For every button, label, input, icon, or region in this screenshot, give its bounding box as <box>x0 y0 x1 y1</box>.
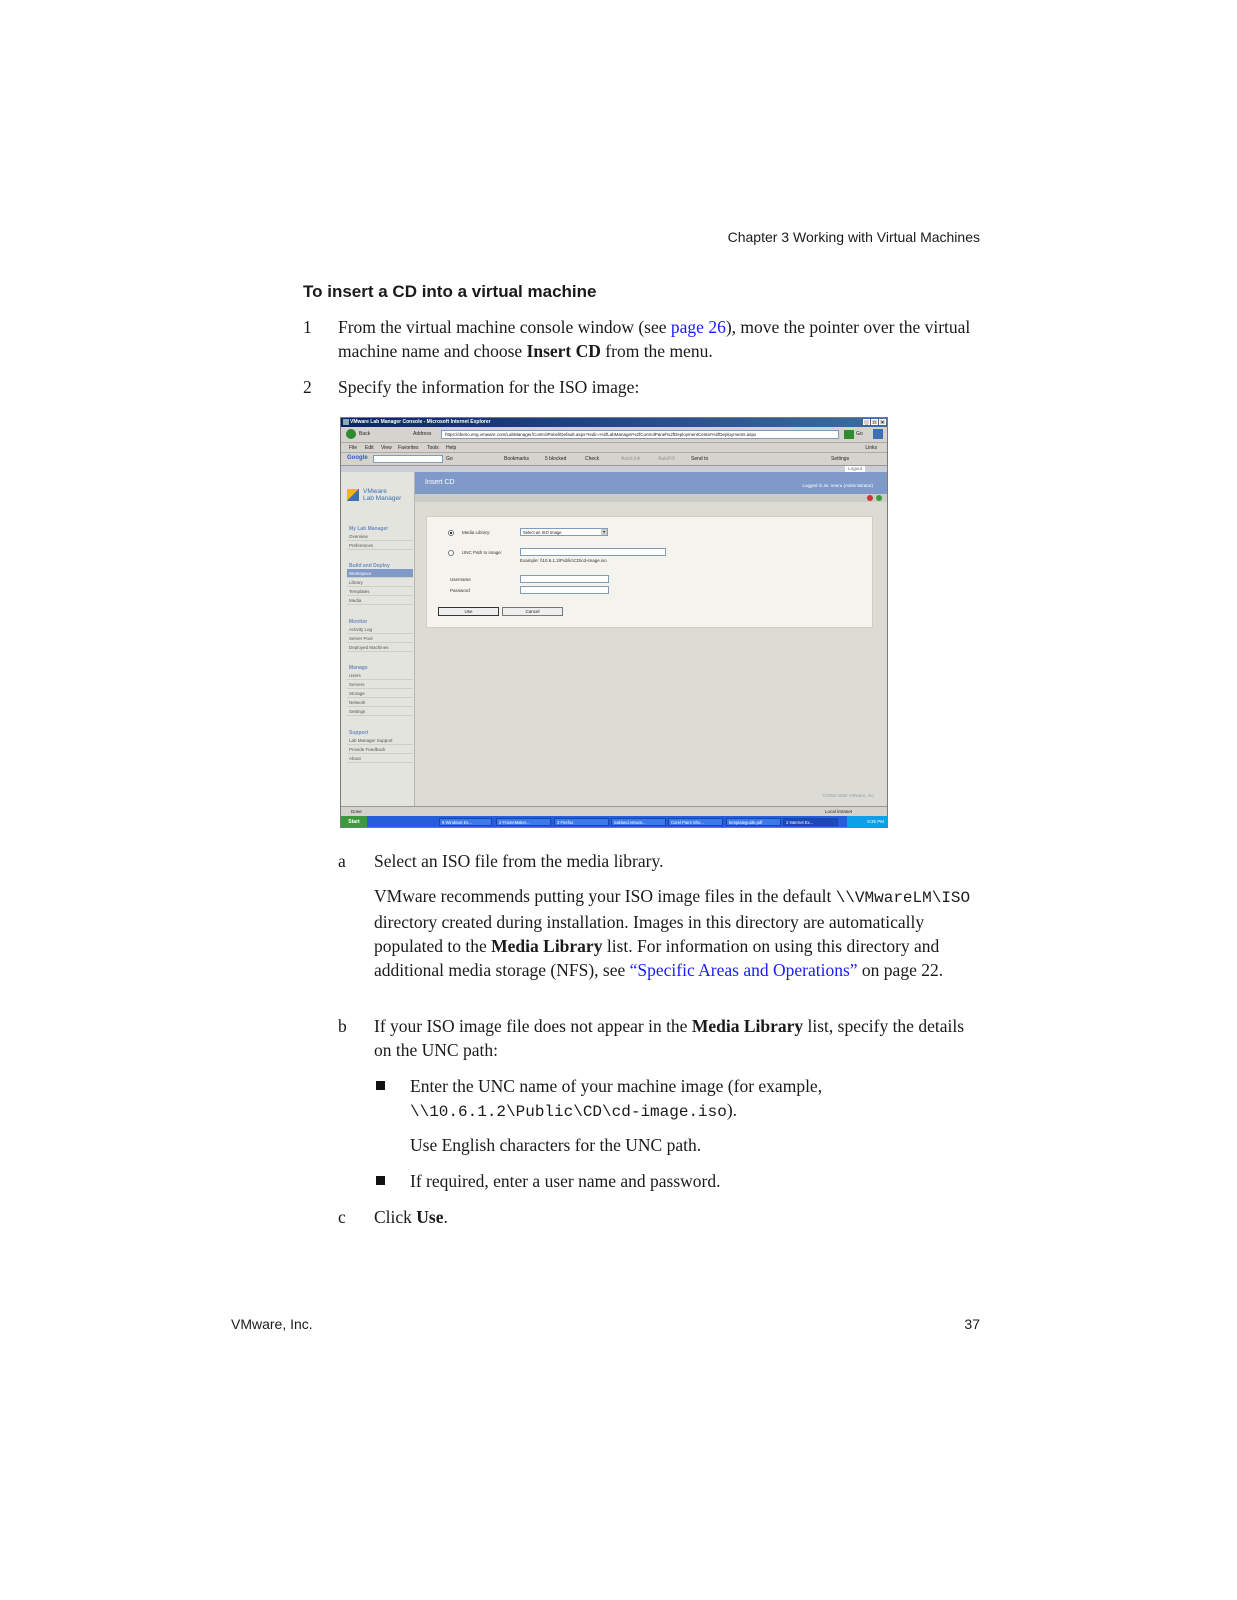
browser-toolbar <box>341 427 887 443</box>
autofill[interactable]: AutoFill <box>658 456 675 462</box>
media-library-radio[interactable] <box>448 530 454 536</box>
system-tray-clock: 9:35 PM <box>847 816 887 828</box>
sidebar-item-library[interactable]: Library <box>347 578 413 587</box>
task-templateguide-pdf[interactable]: templateguide.pdf <box>726 818 781 826</box>
lab-manager-app <box>341 466 887 806</box>
minimize-icon[interactable]: _ <box>863 419 870 425</box>
cancel-button[interactable]: Cancel <box>502 607 563 616</box>
autolink[interactable]: AutoLink <box>621 456 641 462</box>
task-firefox[interactable]: 3 Firefox <box>554 818 609 826</box>
address-bar[interactable]: https://demo.eng.vmware.com/LabManager/ControlPanel/Default.aspx?redir=%2fLabManager%2fControlPanel%2fDeploymentCenter%2fDeployments.aspx <box>441 430 839 439</box>
maximize-icon[interactable]: □ <box>872 420 877 426</box>
iso-directory-path: \\VMwareLM\ISO <box>835 889 971 907</box>
sidebar <box>341 472 415 806</box>
ie-icon <box>343 419 349 425</box>
media-library-term: Media Library <box>691 1016 804 1036</box>
menu-edit[interactable]: Edit <box>365 445 374 451</box>
bullet-square-icon <box>376 1081 385 1090</box>
bullet-unc-note: Use English characters for the UNC path. <box>410 1135 702 1155</box>
status-done: Done <box>351 809 362 814</box>
sidebar-item-lab-manager-support[interactable]: Lab Manager Support <box>347 736 413 745</box>
bookmarks-menu[interactable]: Bookmarks <box>504 456 530 462</box>
task-corel-paint-shop[interactable]: Corel Paint Sho... <box>668 818 723 826</box>
links-label[interactable]: Links <box>865 445 877 451</box>
media-library-term: Media Library <box>491 936 603 956</box>
footer-company: VMware, Inc. <box>231 1316 313 1332</box>
help-icon[interactable] <box>867 495 873 501</box>
unc-path-input[interactable] <box>520 548 666 556</box>
procedure-heading: To insert a CD into a virtual machine <box>303 282 597 301</box>
nav-heading-build-deploy: Build and Deploy <box>349 563 390 569</box>
substep-label: b <box>338 1016 347 1036</box>
bullet-text: Enter the UNC name of your machine image (for example, \\10.6.1.2\Public\CD\cd-image.iso). <box>410 1076 823 1121</box>
insert-cd-screenshot <box>340 417 888 828</box>
use-button[interactable]: Use <box>438 607 499 616</box>
page-header <box>415 472 887 494</box>
bullet-square-icon <box>376 1176 385 1185</box>
sidebar-item-deployed-machines[interactable]: Deployed Machines <box>347 643 413 652</box>
google-search-input[interactable] <box>373 455 443 463</box>
insert-cd-form <box>426 516 873 628</box>
unc-example: Example: \\10.6.1.2\Public\CD\cd-image.iso <box>520 558 607 563</box>
menu-file[interactable]: File <box>349 445 358 451</box>
page-strip <box>415 494 887 502</box>
back-arrow-icon[interactable] <box>346 429 356 439</box>
logged-in-status: Logged in as: neeru (Administrator) <box>802 483 873 488</box>
sidebar-item-storage[interactable]: Storage <box>347 689 413 698</box>
sidebar-item-workspace[interactable]: Workspace <box>347 569 413 578</box>
media-library-select[interactable]: Select an ISO Image <box>520 528 608 536</box>
logout-link[interactable]: Logout <box>845 466 865 472</box>
browser-menubar <box>341 443 887 453</box>
send-to[interactable]: Send to <box>691 456 709 462</box>
step-text: Specify the information for the ISO image: <box>338 377 640 397</box>
popup-blocked[interactable]: 5 blocked <box>545 456 567 462</box>
menu-help[interactable]: Help <box>446 445 457 451</box>
media-library-label: Media Library: <box>462 530 491 535</box>
task-oakland[interactable]: oakland.vmwar... <box>611 818 666 826</box>
menu-favorites[interactable]: Favorites <box>398 445 419 451</box>
start-button[interactable]: Start <box>341 816 367 828</box>
unc-example-path: \\10.6.1.2\Public\CD\cd-image.iso <box>410 1103 727 1121</box>
windows-taskbar <box>341 816 887 828</box>
sidebar-item-settings[interactable]: Settings <box>347 707 413 716</box>
sidebar-item-users[interactable]: Users <box>347 671 413 680</box>
nav-heading-monitor: Monitor <box>349 619 368 625</box>
vmware-logo-icon <box>347 489 359 501</box>
step-text: From the virtual machine console window (see page 26), move the pointer over the virtual machine name and choose Insert CD from the menu. <box>338 317 971 361</box>
sidebar-item-servers[interactable]: Servers <box>347 680 413 689</box>
browser-window-title: VMware Lab Manager Console - Microsoft Internet Explorer <box>350 419 491 425</box>
refresh-icon[interactable] <box>876 495 882 501</box>
unc-path-label: UNC Path to image: <box>462 550 503 555</box>
browser-title-bar <box>341 418 887 427</box>
sidebar-item-preferences[interactable]: Preferences <box>347 541 413 550</box>
spell-check[interactable]: Check <box>585 456 600 462</box>
browser-status-bar <box>341 806 887 816</box>
username-input[interactable] <box>520 575 609 583</box>
sidebar-item-activity-log[interactable]: Activity Log <box>347 625 413 634</box>
nav-heading-my-lab-manager: My Lab Manager <box>349 526 389 532</box>
page-26-link[interactable]: page 26 <box>670 317 726 337</box>
menu-view[interactable]: View <box>381 445 392 451</box>
step-number: 2 <box>303 377 312 397</box>
unc-path-radio[interactable] <box>448 550 454 556</box>
specific-areas-link[interactable]: “Specific Areas and Operations” <box>629 960 858 980</box>
address-label: Address <box>413 431 432 437</box>
substep-label: c <box>338 1207 346 1227</box>
substep-text: If your ISO image file does not appear in the Media Library list, specify the details on the UNC path: <box>374 1016 965 1060</box>
back-label[interactable]: Back <box>359 431 371 437</box>
step-number: 1 <box>303 317 312 337</box>
google-logo: Google <box>347 455 368 461</box>
substep-text: Select an ISO file from the media library. <box>374 851 664 871</box>
status-zone: Local intranet <box>825 809 853 814</box>
substep-text: Click Use. <box>374 1207 448 1227</box>
page-title: Insert CD <box>425 479 455 486</box>
sidebar-item-server-pool[interactable]: Server Pool <box>347 634 413 643</box>
sidebar-item-about[interactable]: About <box>347 754 413 763</box>
menu-tools[interactable]: Tools <box>427 445 439 451</box>
google-settings[interactable]: Settings <box>831 456 850 462</box>
username-label: Username <box>450 577 471 582</box>
sidebar-item-provide-feedback[interactable]: Provide Feedback <box>347 745 413 754</box>
lab-manager-logo: VMware Lab Manager <box>363 488 402 502</box>
task-windows-explorer[interactable]: 6 Windows Ex... <box>439 818 492 826</box>
sidebar-item-templates[interactable]: Templates <box>347 587 413 596</box>
windows-logo-icon <box>873 429 883 439</box>
google-toolbar <box>341 453 887 466</box>
nav-heading-support: Support <box>349 730 369 736</box>
page-number: 37 <box>964 1316 980 1332</box>
nav-heading-manage: Manage <box>349 665 368 671</box>
bullet-text: If required, enter a user name and password. <box>410 1171 721 1191</box>
sidebar-item-overview[interactable]: Overview <box>347 532 413 541</box>
google-go[interactable]: Go <box>446 456 453 462</box>
task-framemaker[interactable]: 2 FrameMaker... <box>496 818 551 826</box>
go-arrow-icon[interactable] <box>844 430 854 439</box>
copyright: ©2005-2006 VMware, Inc. <box>822 793 875 798</box>
sidebar-item-network[interactable]: Network <box>347 698 413 707</box>
password-label: Password <box>450 588 470 593</box>
go-label[interactable]: Go <box>856 431 863 437</box>
close-icon[interactable]: × <box>879 419 886 425</box>
sidebar-item-media[interactable]: Media <box>347 596 413 605</box>
substep-label: a <box>338 851 346 871</box>
running-header: Chapter 3 Working with Virtual Machines <box>727 229 980 245</box>
substep-a-note: VMware recommends putting your ISO image files in the default \\VMwareLM\ISO directory created during installation. Images in this directory are automatically populated to the Media Library list. For information on using this directory and additional media storage (NFS), see “Specific Areas and Operations” on page 22. <box>374 886 971 980</box>
chevron-down-icon[interactable]: ▾ <box>602 529 605 534</box>
insert-cd-term: Insert CD <box>526 341 601 361</box>
task-internet-explorer[interactable]: 2 Internet Ex... <box>783 818 838 826</box>
password-input[interactable] <box>520 586 609 594</box>
use-term: Use <box>416 1207 444 1227</box>
